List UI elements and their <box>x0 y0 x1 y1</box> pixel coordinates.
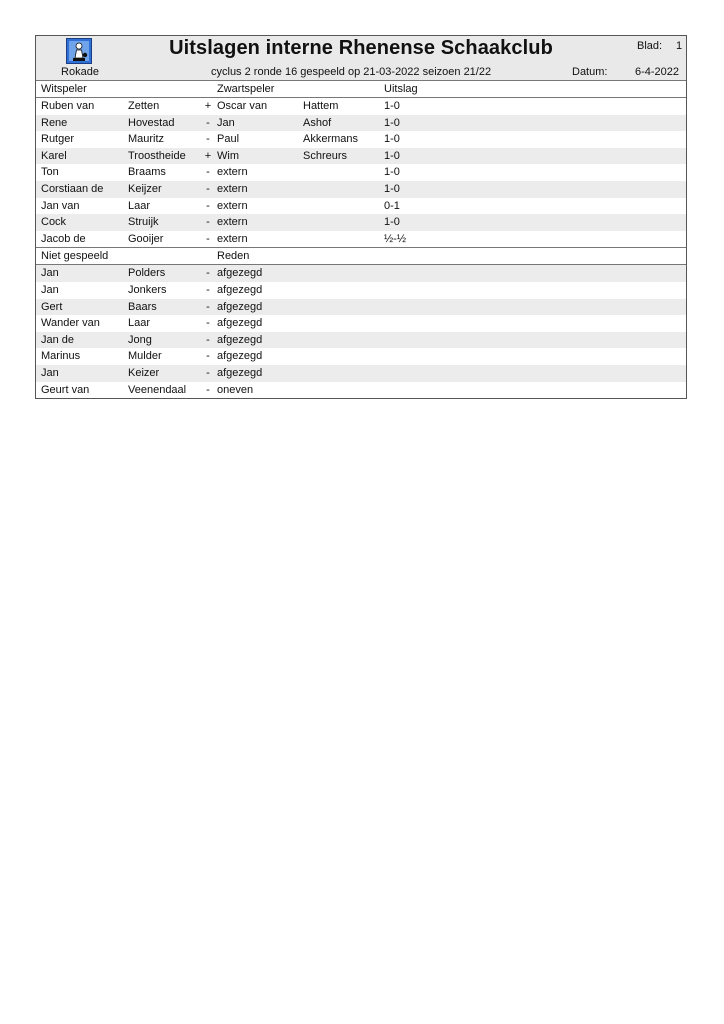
white-first-name: Ruben van <box>41 100 95 112</box>
result-value: 1-0 <box>384 100 400 112</box>
table-row <box>36 148 686 165</box>
black-last-name: Ashof <box>303 116 332 129</box>
match-sign: - <box>206 182 210 195</box>
reason-value: afgezegd <box>217 283 263 296</box>
table-row <box>36 332 686 349</box>
player-last-name: Mulder <box>128 350 162 363</box>
date-label: Datum: <box>572 66 608 78</box>
table-row <box>36 214 686 231</box>
dash: - <box>206 350 210 363</box>
dash: - <box>206 283 210 296</box>
black-first-name: Oscar van <box>217 100 268 112</box>
round-info: cyclus 2 ronde 16 gespeeld op 21-03-2022 seizoen 21/22 <box>211 66 492 78</box>
player-first-name: Wander van <box>41 317 100 330</box>
black-first-name: extern <box>217 182 248 195</box>
match-sign: - <box>206 232 210 245</box>
date-value: 6-4-2022 <box>635 66 680 78</box>
result-value: ½-½ <box>384 232 407 245</box>
player-last-name: Jonkers <box>128 283 167 296</box>
white-last-name: Zetten <box>128 100 160 112</box>
white-last-name: Struijk <box>128 216 159 229</box>
white-first-name: Ton <box>41 166 59 179</box>
player-first-name: Gert <box>41 300 63 313</box>
player-first-name: Jan <box>41 283 59 296</box>
result-value: 1-0 <box>384 133 400 146</box>
white-first-name: Jan van <box>41 199 80 212</box>
results-table <box>36 98 686 247</box>
white-first-name: Jacob de <box>41 232 86 245</box>
dash: - <box>206 333 210 346</box>
table-row <box>36 231 686 248</box>
sheet-number-value: 1 <box>676 40 683 52</box>
black-first-name: extern <box>217 232 248 245</box>
white-first-name: Cock <box>41 216 67 229</box>
white-last-name: Keijzer <box>128 182 162 195</box>
header-not-played: Niet gespeeld <box>41 250 109 263</box>
reason-value: afgezegd <box>217 317 263 330</box>
white-last-name: Mauritz <box>128 133 165 146</box>
white-last-name: Gooijer <box>128 232 164 245</box>
player-last-name: Laar <box>128 317 151 330</box>
black-first-name: Jan <box>217 116 235 129</box>
black-first-name: extern <box>217 199 248 212</box>
player-last-name: Jong <box>128 333 152 346</box>
reason-value: afgezegd <box>217 300 263 313</box>
dash: - <box>206 300 210 313</box>
header-reason: Reden <box>217 250 250 263</box>
match-sign: - <box>206 216 210 229</box>
black-last-name: Hattem <box>303 100 339 112</box>
match-sign: + <box>204 100 212 112</box>
not-played-column-headers <box>36 247 686 265</box>
match-sign: - <box>206 133 210 146</box>
player-first-name: Jan de <box>41 333 75 346</box>
white-last-name: Braams <box>128 166 166 179</box>
black-first-name: extern <box>217 216 248 229</box>
white-first-name: Karel <box>41 149 67 162</box>
table-row <box>36 265 686 282</box>
dash: - <box>206 317 210 330</box>
reason-value: afgezegd <box>217 333 263 346</box>
header-black-player: Zwartspeler <box>217 83 275 95</box>
reason-value: afgezegd <box>217 350 263 363</box>
header-result: Uitslag <box>384 83 418 95</box>
club-name: Rokade <box>61 66 99 78</box>
result-value: 1-0 <box>384 166 400 179</box>
black-first-name: Paul <box>217 133 240 146</box>
player-last-name: Polders <box>128 267 166 280</box>
header-white-player: Witspeler <box>41 83 87 95</box>
table-row <box>36 382 686 399</box>
black-first-name: Wim <box>217 149 239 162</box>
results-column-headers <box>36 81 686 98</box>
table-row <box>36 348 686 365</box>
result-value: 1-0 <box>384 182 400 195</box>
result-value: 1-0 <box>384 149 400 162</box>
player-first-name: Jan <box>41 267 59 280</box>
player-first-name: Jan <box>41 366 59 379</box>
white-first-name: Rutger <box>41 133 75 146</box>
table-row <box>36 164 686 181</box>
dash: - <box>206 383 210 396</box>
table-row <box>36 198 686 215</box>
black-first-name: extern <box>217 166 248 179</box>
results-sheet <box>35 35 687 399</box>
table-row <box>36 282 686 299</box>
black-last-name: Schreurs <box>303 149 348 162</box>
dash: - <box>206 267 210 280</box>
player-last-name: Veenendaal <box>128 383 187 396</box>
white-last-name: Troostheide <box>128 149 186 162</box>
white-first-name: Rene <box>41 116 68 129</box>
page-title: Uitslagen interne Rhenense Schaakclub <box>169 37 553 59</box>
table-row <box>36 115 686 132</box>
match-sign: - <box>206 199 210 212</box>
table-row <box>36 315 686 332</box>
table-row <box>36 299 686 316</box>
white-last-name: Hovestad <box>128 116 175 129</box>
dash: - <box>206 366 210 379</box>
player-first-name: Geurt van <box>41 383 90 396</box>
player-last-name: Baars <box>128 300 157 313</box>
sheet-header <box>36 36 686 81</box>
reason-value: afgezegd <box>217 267 263 280</box>
reason-value: oneven <box>217 383 254 396</box>
white-last-name: Laar <box>128 199 151 212</box>
black-last-name: Akkermans <box>303 133 359 146</box>
player-last-name: Keizer <box>128 366 160 379</box>
reason-value: afgezegd <box>217 366 263 379</box>
table-row <box>36 131 686 148</box>
result-value: 0-1 <box>384 199 400 212</box>
result-value: 1-0 <box>384 116 400 129</box>
result-value: 1-0 <box>384 216 400 229</box>
sheet-number-label: Blad: <box>637 40 663 52</box>
table-row <box>36 181 686 198</box>
match-sign: - <box>206 166 210 179</box>
player-first-name: Marinus <box>41 350 81 363</box>
not-played-table <box>36 265 686 398</box>
table-row <box>36 365 686 382</box>
white-first-name: Corstiaan de <box>41 182 104 195</box>
match-sign: - <box>206 116 210 129</box>
match-sign: + <box>204 149 212 162</box>
table-row <box>36 98 686 115</box>
